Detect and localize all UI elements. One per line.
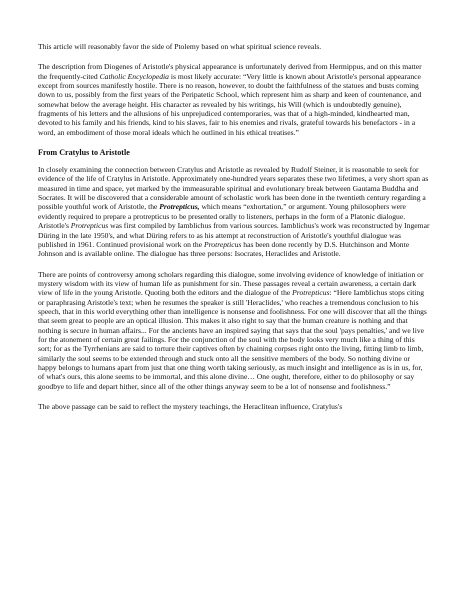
text-run: : “Here Iamblichus stops citing or paraphrasing Aristotle's text; when he resumes the speaker is still 'Heraclides,' who reaches a tremendous conclusion to his speech, that in this world everything other than intelligence is nonsense and foolishness. For one will discover that all the things that seem great to people are an optical illusion. This makes it also right to say that the human creature is nothing and that nothing is secure in human affairs... For the ancients have an inspired saying that says that the soul 'pays penalties,' and we live for the atonement of certain great failings. For the conjunction of the soul with the body looks very much like a thing of this sort; for as the Tyrrhenians are said to torture their captives often by chaining corpses right onto the living, fitting limb to limb, similarly the soul seems to be extended through and stuck onto all the sensitive members of the body. So nothing divine or happy belongs to humans apart from just that one thing worth taking seriously, as much insight and intelligence as is in us, for, of what's ours, this alone seems to be immortal, and this alone divine… One ought, therefore, either to do philosophy or say goodbye to life and depart hither, since all of the other things anyway seem to be a lot of nonsense and foolishness.” xyxy=(38,288,427,391)
text-run: There are points of controversy among scholars regarding this dialogue, some involving evidence of knowledge of initiation or mystery wisdom with its view of human life as punishment for sin. These passages reveal a certain awareness, a certain dark view of life in the young Aristotle. Quoting both the editors and the dialogue of the xyxy=(38,269,424,298)
italic-text: Catholic Encyclopedia xyxy=(99,71,169,81)
text-run: was first compiled by Iamblichus from various sources. Iamblichus's work was reconstructed by Ingemar Düring in the late 1950's, and what Düring refers to as his attempt at reconstruction of Aristotle's youthful dialogue was published in 1961. Continued provisional work on the xyxy=(38,221,430,249)
controversy-paragraph xyxy=(38,270,430,391)
document-body xyxy=(38,42,430,422)
italic-text: Protrepticus xyxy=(204,239,242,249)
text-run: The description from Diogenes of Aristotle's physical appearance is unfortunately derived from Hermippus, and on this matter the frequently-cited xyxy=(38,62,422,81)
appearance-paragraph xyxy=(38,62,430,137)
cratylus-paragraph xyxy=(38,165,430,258)
closing-paragraph: The above passage can be said to reflect the mystery teachings, the Heraclitean influence, Cratylus's xyxy=(38,402,343,411)
text-run: which means “exhortation,” or argument. Young philosophers were evidently required to prepare a protrepticus to be presented orally to listeners, perhaps in the form of a Platonic dialogue. Aristotle's xyxy=(38,202,406,231)
bold-italic-text: Protrepticus, xyxy=(159,202,200,212)
intro-paragraph: This article will reasonably favor the side of Ptolemy based on what spiritual science reveals. xyxy=(38,42,322,51)
text-run: has been done recently by D.S. Hutchinson and Monte Johnson and is available online. The dialogue has three persons: Isocrates, Heraclides and Aristotle. xyxy=(38,239,410,259)
section-heading: From Cratylus to Aristotle xyxy=(38,148,130,158)
text-run: In closely examining the connection between Cratylus and Aristotle as revealed by Rudolf Steiner, it is reasonable to seek for evidence of the life of Cratylus in Aristotle. Approximately one-hundred years separates these two lifetimes, a very short span as measured in time and space, yet marked by the immeasurable spiritual and evolutionary break between Gautama Buddha and Socrates. It will be discovered that a considerable amount of scholastic work has been done in the twentieth century regarding a possible youthful work of Aristotle, the xyxy=(38,165,429,212)
italic-text: Protrepticus xyxy=(292,288,330,298)
text-run: is most likely accurate: “Very little is known about Aristotle's personal appearance except from sources manifestly hostile. There is no reason, however, to doubt the faithfulness of the statues and busts coming down to us, possibly from the first years of the Peripatetic School, which represent him as sharp and keen of countenance, and somewhat below the average height. His character as revealed by his writings, his Will (which is undoubtedly genuine), fragments of his letters and the allusions of his unprejudiced contemporaries, was that of a high-minded, kindhearted man, devoted to his family and his friends, kind to his slaves, fair to his enemies and rivals, grateful towards his benefactors - in a word, an embodiment of those moral ideals which he outlined in his ethical treatises.” xyxy=(38,71,422,137)
italic-text: Protrepticus xyxy=(70,221,109,231)
